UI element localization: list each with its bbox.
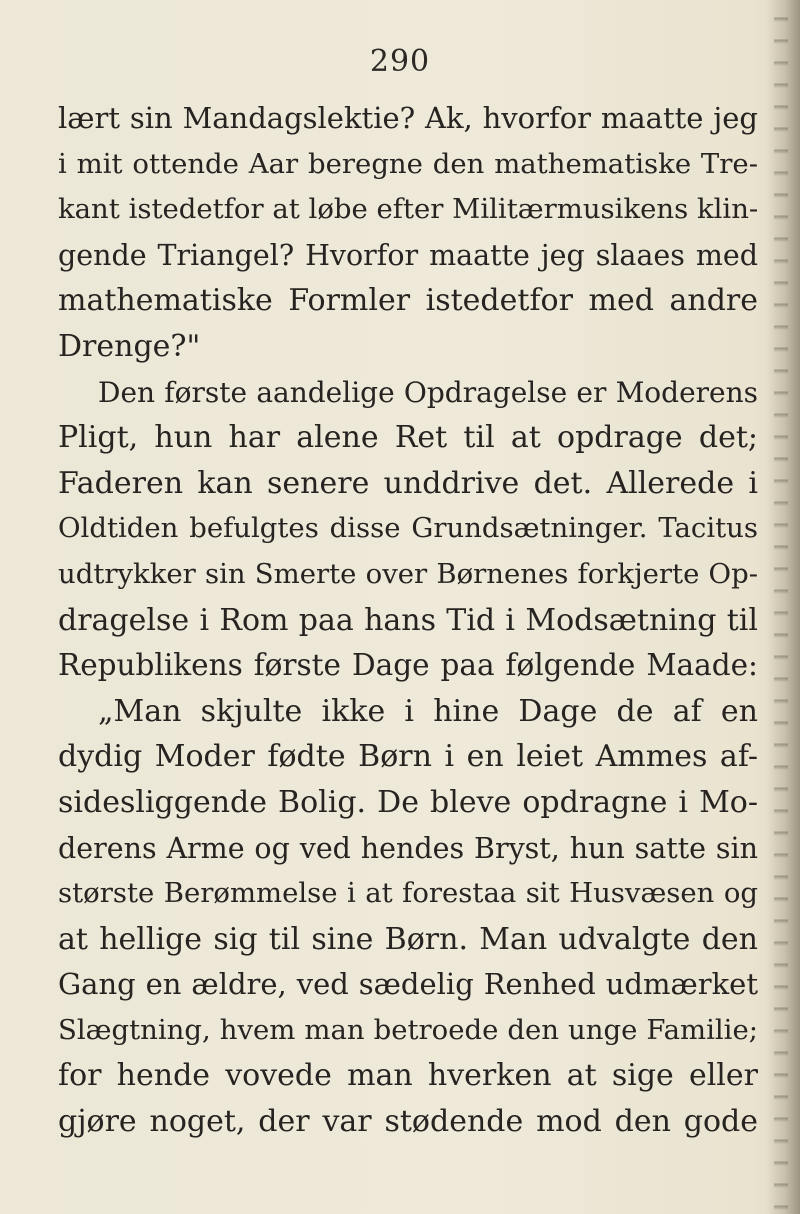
text-line: derens Arme og ved hendes Bryst, hun satte sin bbox=[58, 831, 758, 865]
text-line: største Berømmelse i at forestaa sit Husvæsen og bbox=[58, 877, 758, 910]
text-line: Oldtiden befulgtes disse Grundsætninger. Tacitus bbox=[58, 512, 758, 545]
text-line: „Man skjulte ikke i hine Dage de af en bbox=[98, 693, 758, 729]
text-line: Faderen kan senere unddrive det. Allerede i bbox=[58, 465, 758, 501]
text-line: gende Triangel? Hvorfor maatte jeg slaaes med bbox=[58, 238, 758, 272]
text-line: i mit ottende Aar beregne den mathematiske Tre- bbox=[58, 147, 758, 180]
body-text bbox=[58, 96, 758, 1145]
page-edge-marks bbox=[774, 0, 788, 1214]
text-line: udtrykker sin Smerte over Børnenes forkjerte Op- bbox=[58, 557, 758, 590]
text-line: kant istedetfor at løbe efter Militærmusikens klin- bbox=[58, 193, 758, 226]
text-line: Gang en ældre, ved sædelig Renhed udmærket bbox=[58, 967, 758, 1002]
text-line: for hende vovede man hverken at sige eller bbox=[58, 1058, 758, 1094]
text-line: Pligt, hun har alene Ret til at opdrage det; bbox=[58, 420, 758, 456]
text-line: dydig Moder fødte Børn i en leiet Ammes af- bbox=[58, 739, 758, 775]
text-line: Den første aandelige Opdragelse er Moderens bbox=[98, 375, 758, 409]
text-line: Republikens første Dage paa følgende Maade: bbox=[58, 648, 758, 683]
text-line: Slægtning, hvem man betroede den unge Familie; bbox=[58, 1013, 758, 1046]
text-line: mathematiske Formler istedetfor med andre bbox=[58, 283, 758, 319]
text-line: gjøre noget, der var stødende mod den gode bbox=[58, 1104, 758, 1140]
text-line: at hellige sig til sine Børn. Man udvalgte den bbox=[58, 921, 758, 957]
page-number: 290 bbox=[369, 44, 431, 79]
text-line: sidesliggende Bolig. De bleve opdragne i Mo- bbox=[58, 784, 758, 820]
text-line: lært sin Mandagslektie? Ak, hvorfor maatte jeg bbox=[58, 101, 758, 135]
text-line: dragelse i Rom paa hans Tid i Modsætning til bbox=[58, 602, 758, 638]
text-line: Drenge?" bbox=[58, 328, 201, 364]
